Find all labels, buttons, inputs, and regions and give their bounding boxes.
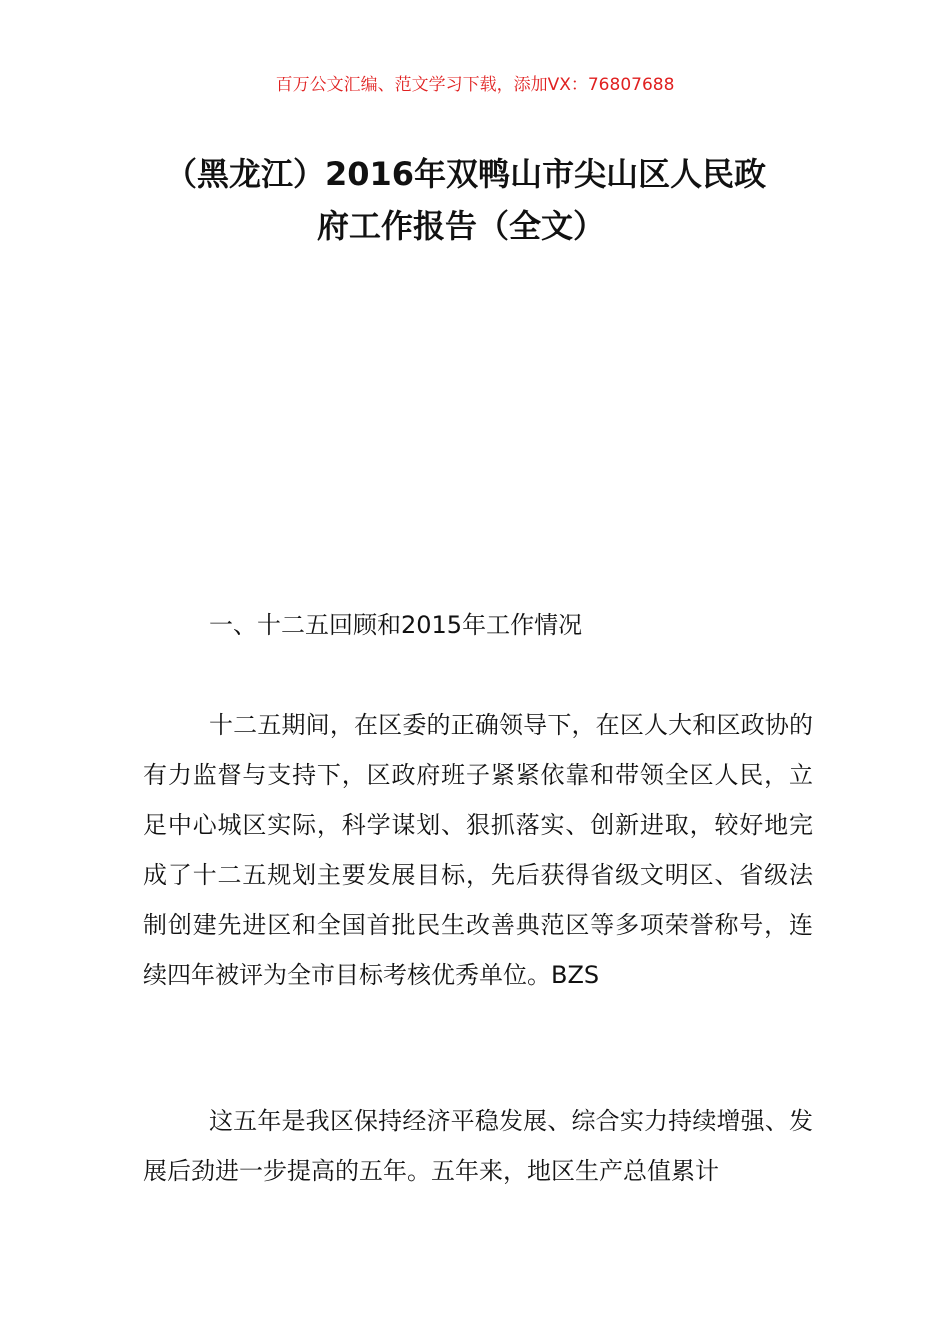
body-paragraph-2: 这五年是我区保持经济平稳发展、综合实力持续增强、发展后劲进一步提高的五年。五年来，地区生产总值累计 [143, 1107, 813, 1185]
body-paragraph-1: 十二五期间，在区委的正确领导下，在区人大和区政协的有力监督与支持下，区政府班子紧紧依靠和带领全区人民，立足中心城区实际，科学谋划、狠抓落实、创新进取，较好地完成了十二五规划主要发展目标，先后获得省级文明区、省级法制创建先进区和全国首批民生改善典范区等多项荣誉称号，连续四年被评为全市目标考核优秀单位。BZS [143, 711, 813, 989]
document-title [140, 148, 820, 252]
document-title-line-1: （黑龙江）2016年双鸭山市尖山区人民政 [165, 155, 767, 193]
header-promo-note: 百万公文汇编、范文学习下载，添加VX：76807688 [275, 75, 675, 95]
document-title-line-2: 府工作报告（全文） [317, 207, 606, 245]
section-heading: 一、十二五回顾和2015年工作情况 [209, 611, 583, 639]
